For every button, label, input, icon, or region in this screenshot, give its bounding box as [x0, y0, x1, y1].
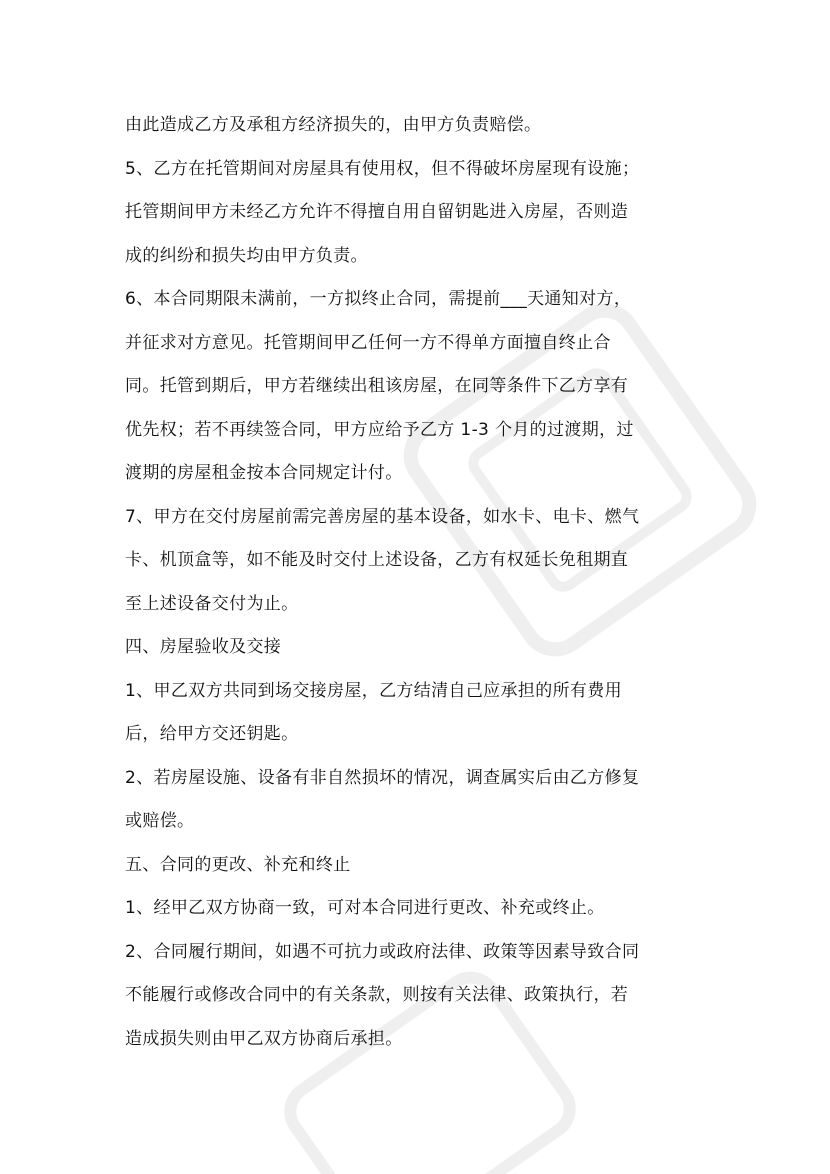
section-heading: 五、合同的更改、补充和终止 — [125, 854, 351, 875]
text-line: 1、经甲乙双方协商一致，可对本合同进行更改、补充或终止。 — [125, 898, 605, 918]
text-line: 2、若房屋设施、设备有非自然损坏的情况，调查属实后由乙方修复 — [125, 767, 640, 788]
text-line: 至上述设备交付为止。 — [125, 593, 299, 614]
section-heading: 四、房屋验收及交接 — [125, 637, 282, 657]
text-line: 并征求对方意见。托管期间甲乙任何一方不得单方面擅自终止合 — [125, 332, 611, 353]
text-line: 渡期的房屋租金按本合同规定计付。 — [125, 463, 403, 483]
text-line: 后，给甲方交还钥匙。 — [125, 724, 299, 744]
paragraph-clause-5 — [125, 148, 725, 279]
paragraph-continuation — [125, 104, 725, 148]
text-line: 或赔偿。 — [125, 811, 195, 831]
section-heading-5 — [125, 844, 725, 888]
paragraph-clause-6 — [125, 278, 725, 496]
text-line: 卡、机顶盒等，如不能及时交付上述设备，乙方有权延长免租期直 — [125, 550, 629, 570]
document-body — [125, 104, 725, 1061]
paragraph-section-5-item-2 — [125, 931, 725, 1062]
paragraph-section-5-item-1 — [125, 887, 725, 931]
section-heading-4 — [125, 626, 725, 670]
text-line: 造成损失则由甲乙双方协商后承担。 — [125, 1028, 403, 1049]
paragraph-section-4-item-1 — [125, 670, 725, 757]
paragraph-section-4-item-2 — [125, 757, 725, 844]
text-line: 不能履行或修改合同中的有关条款，则按有关法律、政策执行，若 — [125, 985, 629, 1005]
text-line: 6、本合同期限未满前，一方拟终止合同，需提前___天通知对方， — [125, 289, 632, 309]
text-line: 7、甲方在交付房屋前需完善房屋的基本设备，如水卡、电卡、燃气 — [125, 506, 640, 527]
text-line: 托管期间甲方未经乙方允许不得擅自用自留钥匙进入房屋，否则造 — [125, 202, 629, 222]
text-line: 5、乙方在托管期间对房屋具有使用权，但不得破坏房屋现有设施； — [125, 158, 640, 179]
text-line: 1、甲乙双方共同到场交接房屋，乙方结清自己应承担的所有费用 — [125, 680, 622, 701]
text-line: 同。托管到期后，甲方若继续出租该房屋，在同等条件下乙方享有 — [125, 376, 629, 396]
text-line: 成的纠纷和损失均由甲方负责。 — [125, 245, 368, 266]
text-line: 优先权；若不再续签合同，甲方应给予乙方 1-3 个月的过渡期，过 — [125, 419, 634, 440]
text-line: 2、合同履行期间，如遇不可抗力或政府法律、政策等因素导致合同 — [125, 941, 640, 962]
paragraph-clause-7 — [125, 496, 725, 627]
text-line: 由此造成乙方及承租方经济损失的，由甲方负责赔偿。 — [125, 115, 542, 135]
